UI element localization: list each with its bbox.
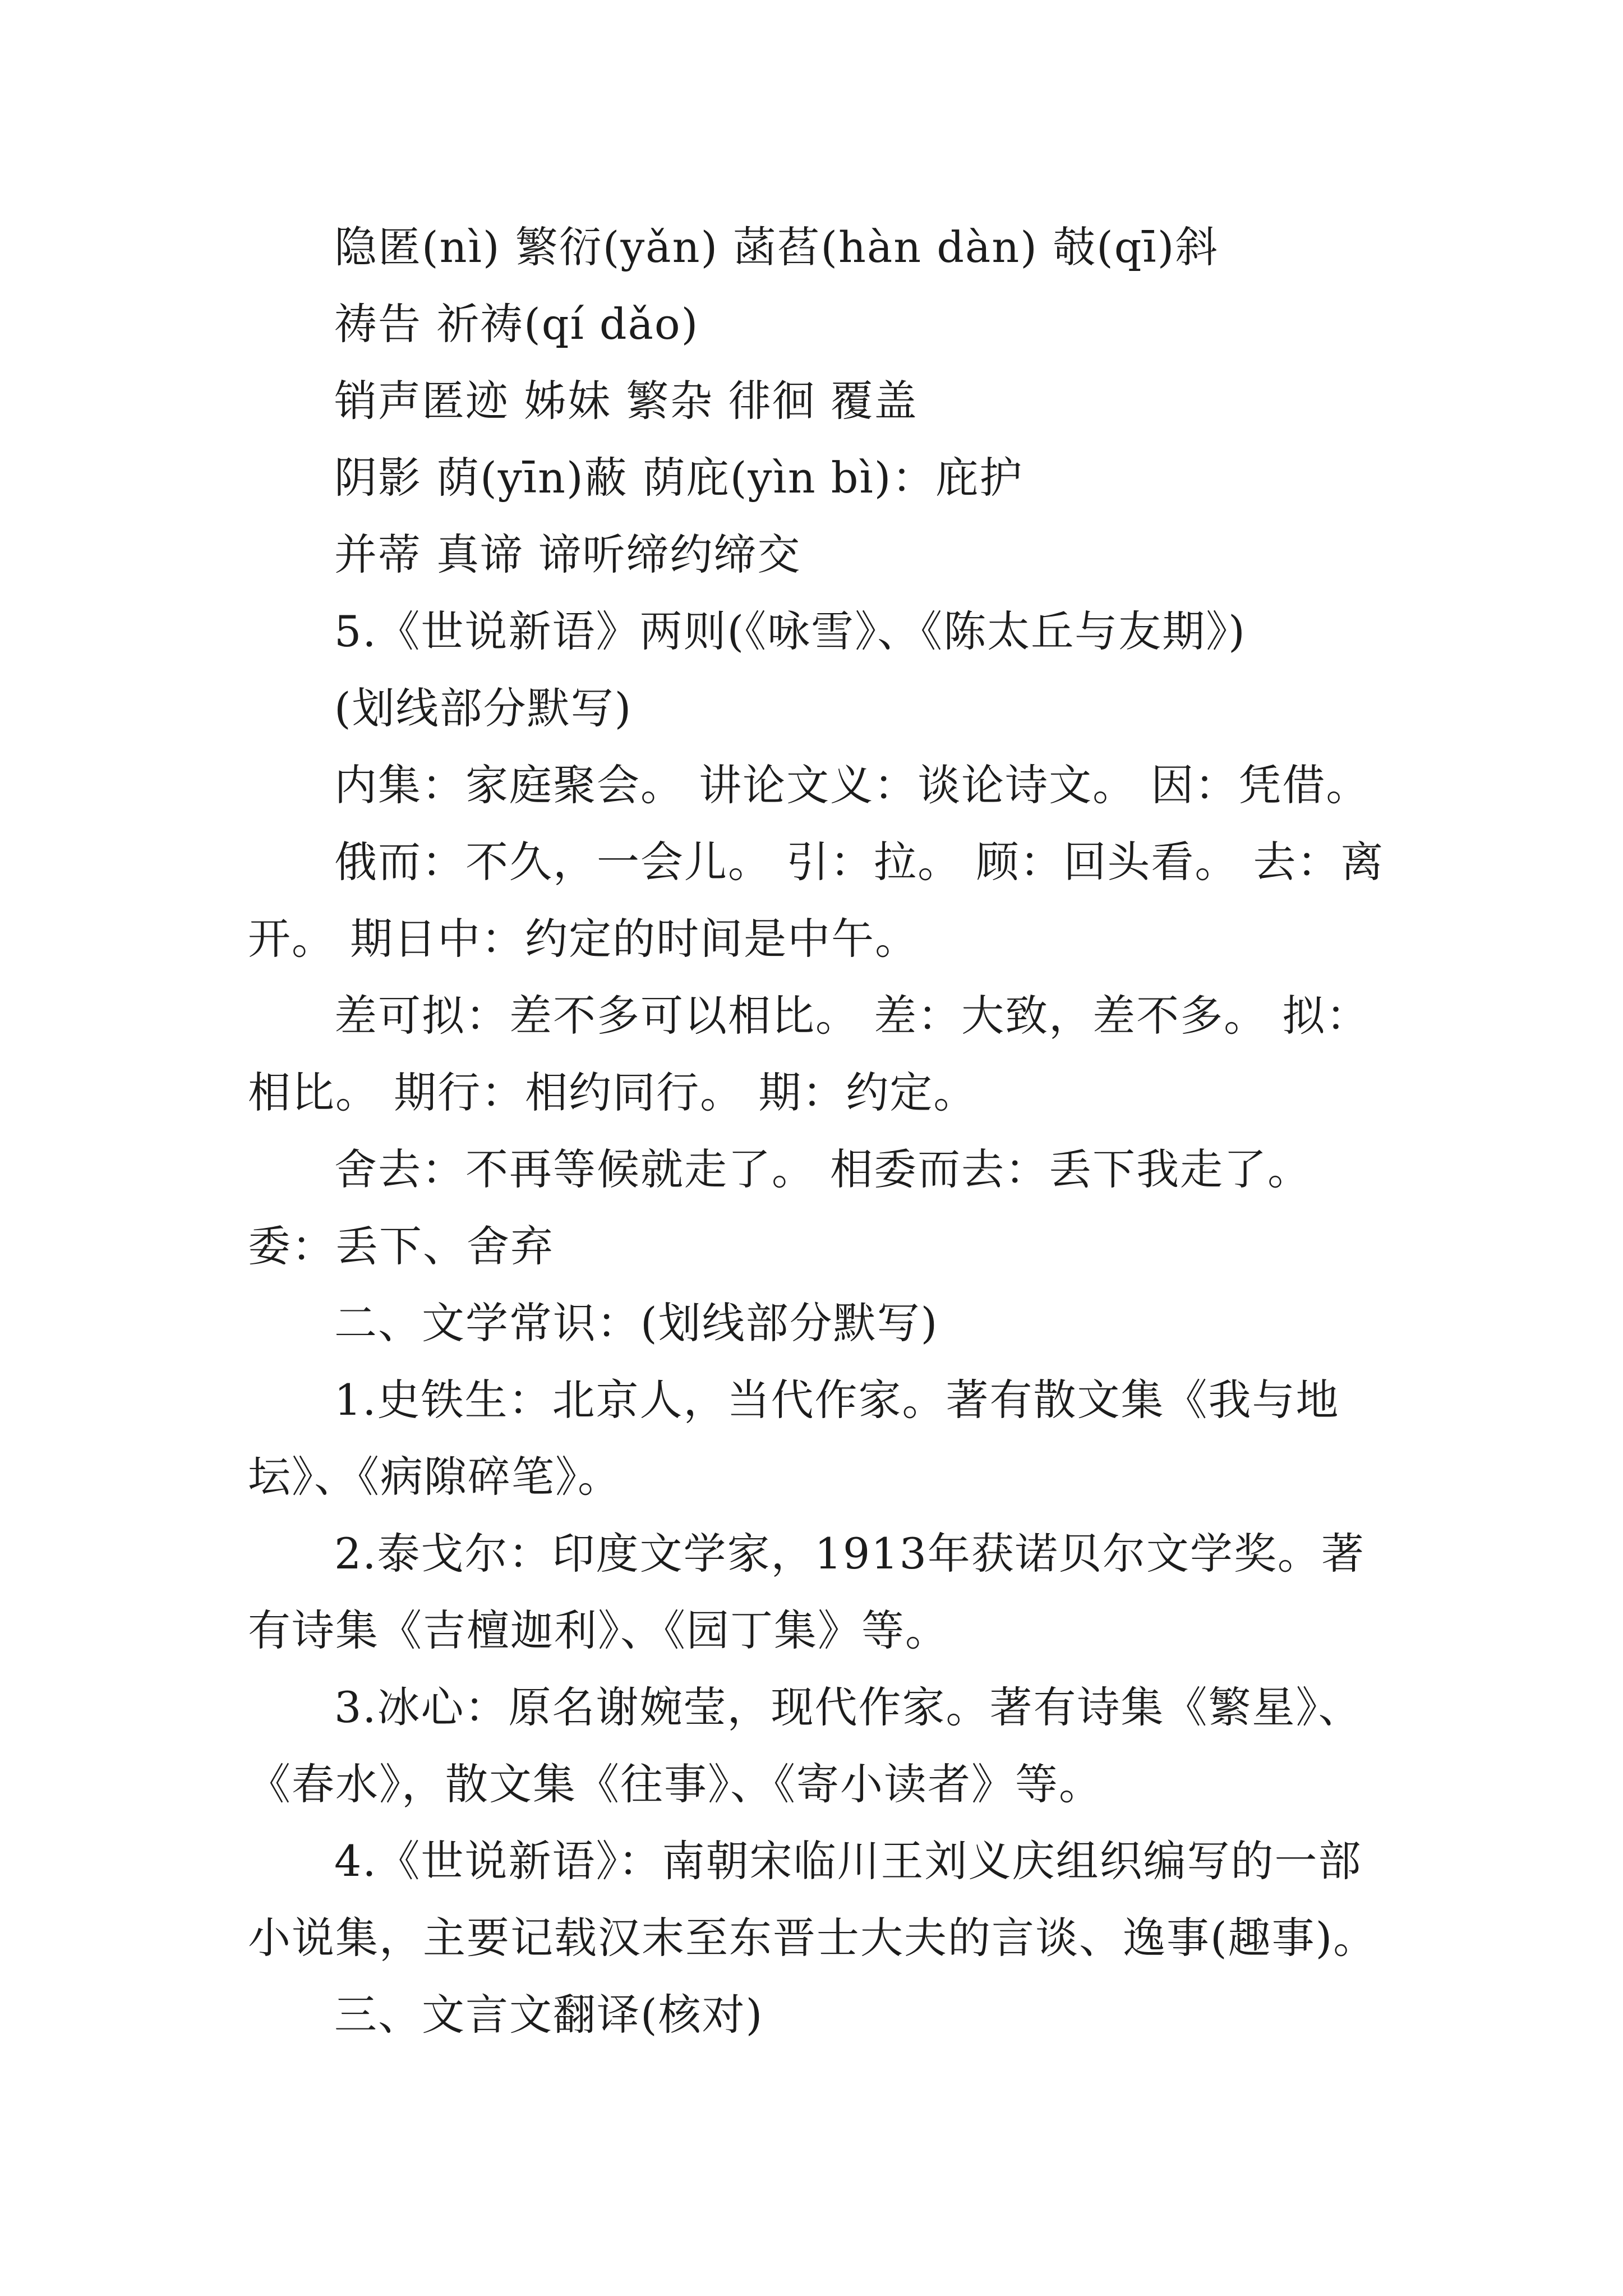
literature-item-2: 2.泰戈尔：印度文学家，1913年获诺贝尔文学奖。著有诗集《吉檀迦利》、《园丁集》等。	[248, 1529, 1365, 1655]
gloss-paragraph-3: 舍去：不再等候就走了。 相委而去：丢下我走了。 委：丢下、舍弃	[248, 1144, 1312, 1271]
gloss-paragraph-1: 俄而：不久，一会儿。 引：拉。 顾：回头看。 去：离开。 期日中：约定的时间是中午。	[248, 837, 1385, 964]
literature-item-3: 3.冰心：原名谢婉莹，现代作家。著有诗集《繁星》、《春水》，散文集《往事》、《寄小读者》等。	[248, 1682, 1362, 1809]
vocab-line-3: 销声匿迹 姊妹 繁杂 徘徊 覆盖	[334, 376, 918, 426]
literature-item-4: 4.《世说新语》：南朝宋临川王刘义庆组织编写的一部小说集，主要记载汉末至东晋士大夫的言谈、逸事(趣事)。	[248, 1836, 1377, 1963]
vocab-line-2: 祷告 祈祷(qí dǎo)	[334, 299, 699, 349]
lesson-5-note: (划线部分默写)	[334, 683, 633, 733]
lesson-5-heading: 5.《世说新语》两则(《咏雪》、《陈太丘与友期》)	[334, 606, 1246, 656]
section-3-title: 三、文言文翻译(核对)	[334, 1990, 764, 2040]
gloss-paragraph-2: 差可拟：差不多可以相比。 差：大致，差不多。 拟：相比。 期行：相约同行。 期：约定。	[248, 991, 1370, 1117]
section-2-title: 二、文学常识：(划线部分默写)	[334, 1298, 939, 1348]
gloss-line-1: 内集：家庭聚会。 讲论文义：谈论诗文。 因：凭借。	[334, 760, 1370, 810]
document-body	[248, 209, 1398, 2053]
literature-item-1: 1.史铁生：北京人，当代作家。著有散文集《我与地坛》、《病隙碎笔》。	[248, 1375, 1340, 1502]
vocab-line-4: 阴影 荫(yīn)蔽 荫庇(yìn bì)：庇护	[334, 453, 1023, 503]
vocab-line-5: 并蒂 真谛 谛听缔约缔交	[334, 530, 801, 579]
vocab-line-1: 隐匿(nì) 繁衍(yǎn) 菡萏(hàn dàn) 攲(qī)斜	[334, 222, 1219, 272]
